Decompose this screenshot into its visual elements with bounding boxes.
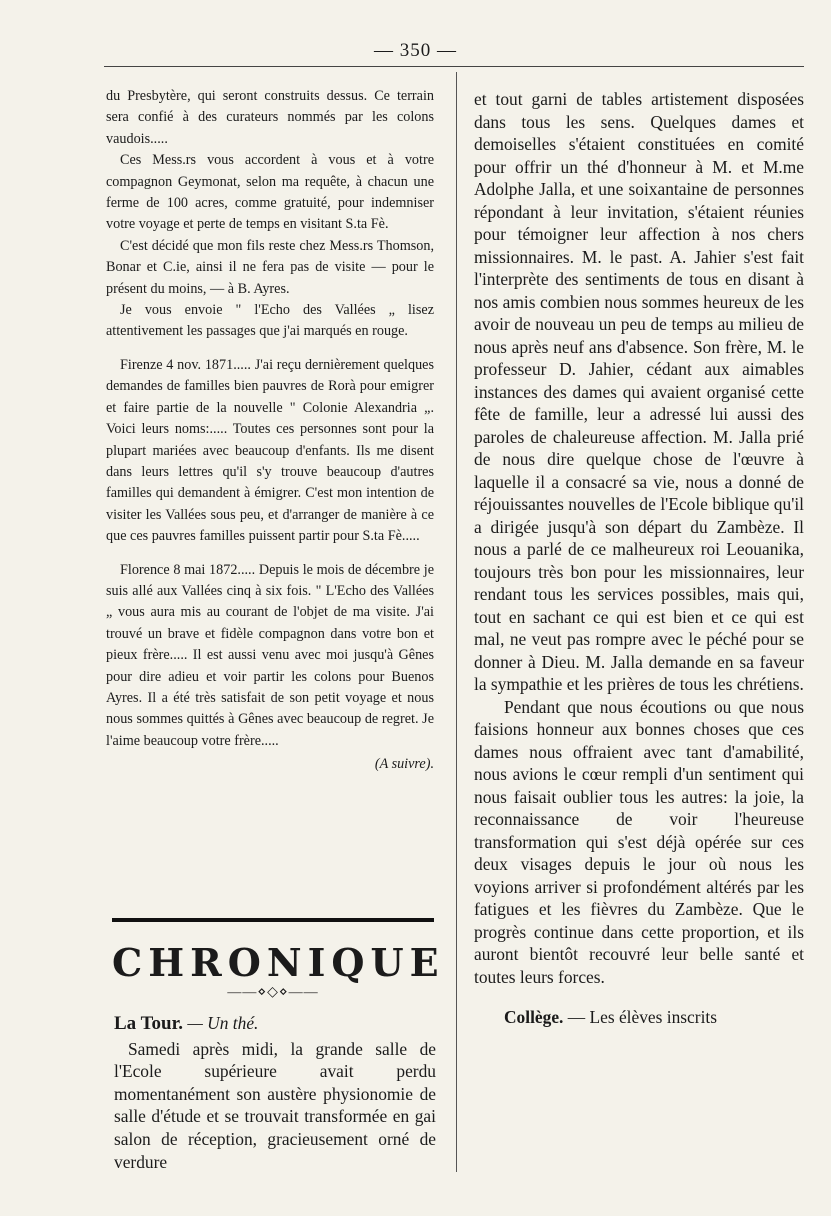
paragraph: du Presbytère, qui seront construits dessus. Ce terrain sera confié à des curateurs nommés par les colons vaudois..... [106, 88, 434, 147]
college-text: — Les élèves inscrits [567, 1007, 717, 1027]
right-column [474, 88, 804, 1029]
ornament-divider: ——⋄◇⋄—— [227, 985, 319, 1000]
to-be-continued: (A suivre). [374, 756, 434, 773]
paragraph: et tout garni de tables artistement disposées dans tous les sens. Quelques dames et demoiselles s'étaient constituées en comité pour offrir un thé d'honneur à M. et M.me Adolphe Jalla, et une soixantaine de personnes répondant à leur invitation, s'étaient réunies pour témoigner leur affection à nos chers missionnaires. M. le past. A. Jahier s'est fait l'interprète des sentiments de tous en disant à nos amis combien nous sommes heureux de les avoir de nouveau un peu de temps au milieu de nous après neuf ans d'absence. Son frère, M. le professeur D. Jahier, cédant aux aimables instances des dames qui avaient organisé cette fête de famille, leur a adressé lui aussi des paroles de chaleureuse affection. M. Jalla prié de nous dire quelque chose de l'œuvre à laquelle il a consacré sa vie, nous a donné de réjouissantes nouvelles de l'Ecole biblique qu'il a dirigée jusqu'à son départ du Zambèze. Il nous a parlé de ce malheureux roi Leouanika, toujours très bon pour les missionnaires, leur rendant tous les services possibles, mais qui, tout en sachant ce qui est bien et ce qui est mal, ne veut pas rompre avec le péché pour se donner à Dieu. M. Jalla demande en sa faveur la sympathie et les prières de tous les chrétiens. [474, 89, 804, 694]
paragraph: Ces Mess.rs vous accordent à vous et à votre compagnon Geymonat, selon ma requête, à chacun une ferme de 100 acres, comme gratuité, pour indemniser votre voyage et perte de temps en visitant S.ta Fè. [106, 152, 434, 233]
paragraph: Je vous envoie " l'Echo des Vallées „ lisez attentivement les passages que j'ai marqués en rouge. [106, 302, 434, 340]
article-heading: Collège. [504, 1007, 564, 1027]
section-rule [112, 918, 434, 922]
section-title: CHRONIQUE [112, 940, 445, 985]
paragraph: Samedi après midi, la grande salle de l'Ecole supérieure avait perdu momentanément son austère physionomie de salle d'étude et se trouvait transformée en gai salon de réception, gracieusement orné de verdure [114, 1038, 436, 1172]
article-heading: La Tour. [114, 1013, 184, 1034]
paragraph: Firenze 4 nov. 1871..... J'ai reçu dernièrement quelques demandes de familles bien pauvres de Rorà pour emigrer et faire partie de la nouvelle " Colonie Alexandria „. Voici leurs noms:..... Toutes ces personnes sont pour la plupart mariées avec beaucoup d'enfants. Ils me disent dans leurs lettres qu'il s'y trouve beaucoup d'autres familles qui demandent à émigrer. C'est mon intention de visiter les Vallées sous peu, et d'arranger de manière à ce que ces pauvres familles puissent partir pour S.ta Fè..... [106, 356, 434, 545]
paragraph: Florence 8 mai 1872..... Depuis le mois de décembre je suis allé aux Vallées cinq à six fois. " L'Echo des Vallées „ vous aura mis au courant de l'objet de ma visite. J'ai trouvé un brave et fidèle compagnon dans votre bon et pieux frère..... Il est aussi venu avec moi jusqu'à Gênes pour dire adieu et voir partir les colons pour Buenos Ayres. Il a été très satisfait de son petit voyage et nous nous sommes quittés à Gênes avec beaucoup de regret. Je l'aime beaucoup votre frère..... [106, 561, 434, 749]
paragraph: C'est décidé que mon fils reste chez Mess.rs Thomson, Bonar et C.ie, ainsi il ne fera pas de visite — pour le présent du moins, — à B. Ayres. [106, 237, 434, 297]
page-number: — 350 — [374, 40, 457, 61]
left-column [106, 86, 434, 776]
article-subheading: — Un thé. [187, 1013, 259, 1033]
college-paragraph [474, 1006, 804, 1029]
chronique-body [114, 1012, 436, 1173]
header-rule [104, 66, 804, 67]
column-divider [456, 72, 457, 1172]
paragraph: Pendant que nous écoutions ou que nous faisions honneur aux bonnes choses que ces dames nous offraient avec tant d'amabilité, nous avions le cœur rempli d'un sentiment qui nous faisait oublier tous les autres: la joie, la reconnaissance de voir l'heureuse transformation qui s'est déjà opérée sur ces deux visages depuis le jour où nous les voyions arriver si profondément altérés par les fatigues et les fièvres du Zambèze. Que le progrès continue dans cette proportion, et ils auront bientôt recouvré leur belle santé et toutes leurs forces. [474, 696, 804, 987]
